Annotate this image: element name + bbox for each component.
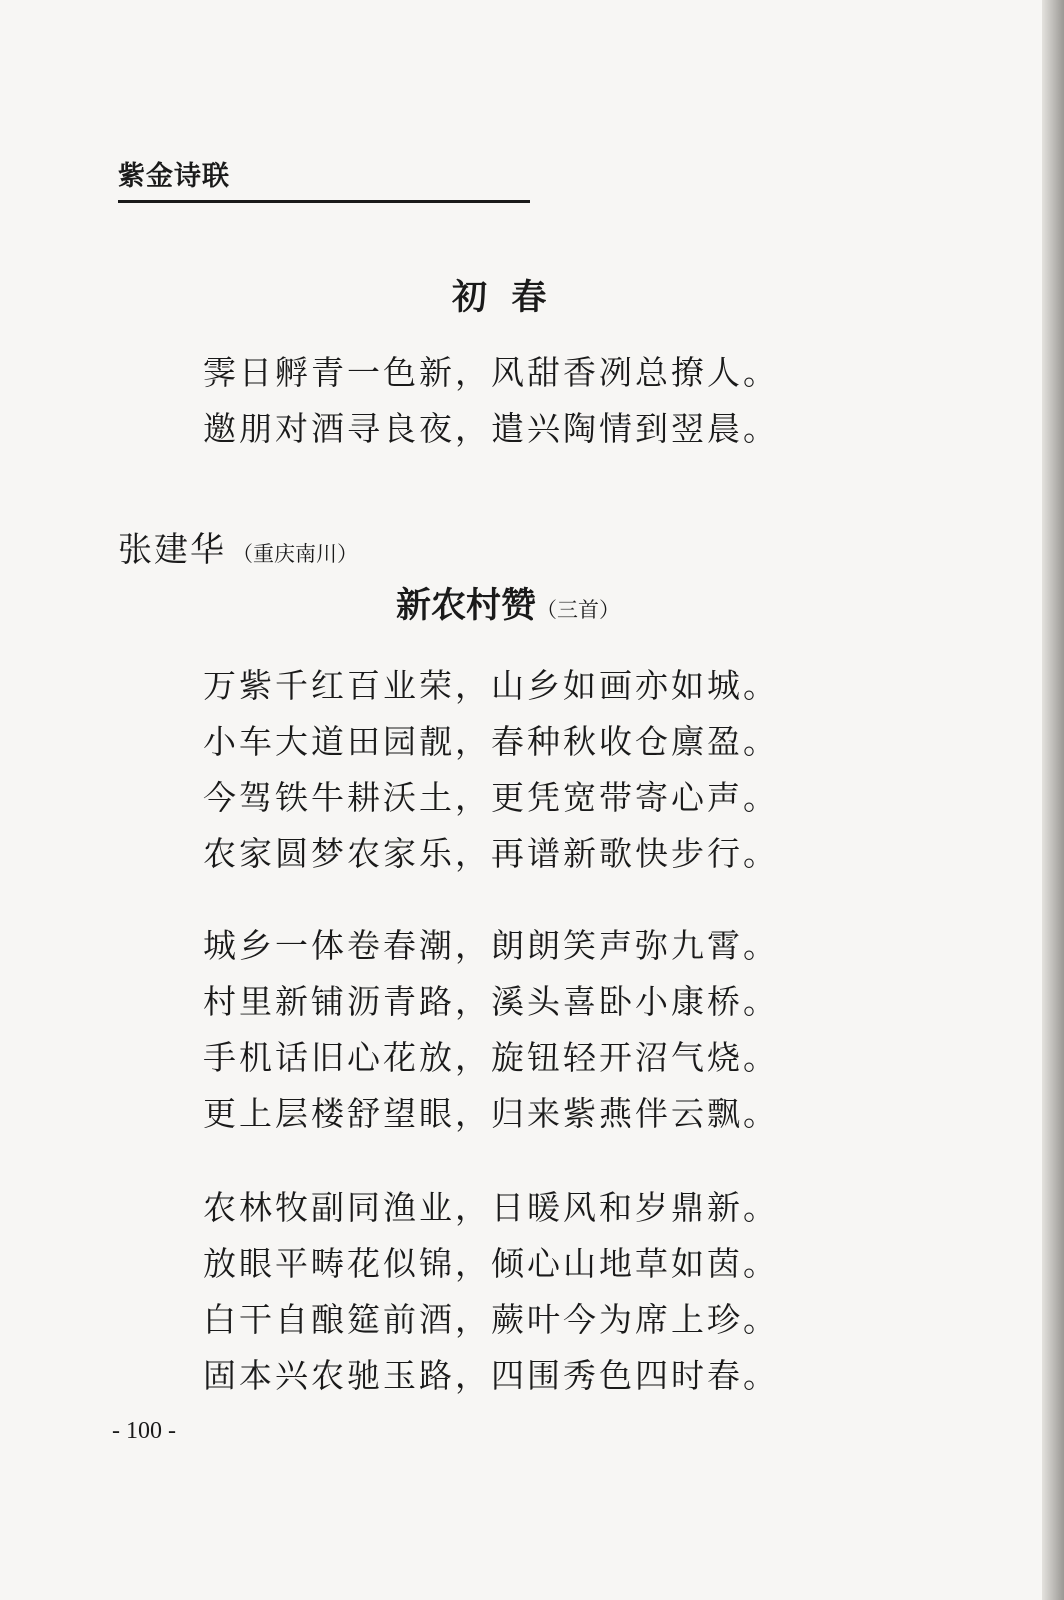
poem-title-text: 新农村赞 xyxy=(396,586,537,626)
author-byline xyxy=(118,522,358,571)
verse-line: 霁日孵青一色新，风甜香冽总撩人。 xyxy=(203,353,779,392)
verse-line: 白干自酿筵前酒，蕨叶今为席上珍。 xyxy=(203,1300,779,1339)
verse-line: 固本兴农驰玉路，四围秀色四时春。 xyxy=(203,1356,779,1395)
poem-title-xinnongcunzan xyxy=(396,584,620,632)
author-place: （重庆南川） xyxy=(232,542,358,566)
poem-title-text: 初 春 xyxy=(452,278,547,318)
poem-stanza-3 xyxy=(203,1180,779,1404)
verse-line: 放眼平畴花似锦，倾心山地草如茵。 xyxy=(203,1244,779,1283)
author-name: 张建华 xyxy=(118,530,226,570)
poem-stanza-1 xyxy=(203,658,779,882)
verse-line: 邀朋对酒寻良夜，遣兴陶情到翌晨。 xyxy=(203,409,779,448)
poem-stanza-2 xyxy=(203,918,779,1142)
verse-line: 今驾铁牛耕沃土，更凭宽带寄心声。 xyxy=(203,778,779,817)
verse-line: 万紫千红百业荣，山乡如画亦如城。 xyxy=(203,666,779,705)
verse-line: 农家圆梦农家乐，再谱新歌快步行。 xyxy=(203,834,779,873)
running-header xyxy=(118,160,530,203)
verse-line: 城乡一体卷春潮，朗朗笑声弥九霄。 xyxy=(203,926,779,965)
poem-chuchun-body xyxy=(203,345,779,457)
verse-line: 更上层楼舒望眼，归来紫燕伴云飘。 xyxy=(203,1094,779,1133)
verse-line: 小车大道田园靓，春种秋收仓廪盈。 xyxy=(203,722,779,761)
journal-title: 紫金诗联 xyxy=(118,161,230,192)
verse-line: 农林牧副同渔业，日暖风和岁鼎新。 xyxy=(203,1188,779,1227)
header-rule xyxy=(118,200,530,203)
poem-title-chuchun xyxy=(452,276,546,320)
verse-line: 村里新铺沥青路，溪头喜卧小康桥。 xyxy=(203,982,779,1021)
poem-title-note: （三首） xyxy=(536,598,621,622)
page-edge-shadow xyxy=(1042,0,1064,1600)
page-number: - 100 - xyxy=(112,1418,176,1444)
verse-line: 手机话旧心花放，旋钮轻开沼气烧。 xyxy=(203,1038,779,1077)
